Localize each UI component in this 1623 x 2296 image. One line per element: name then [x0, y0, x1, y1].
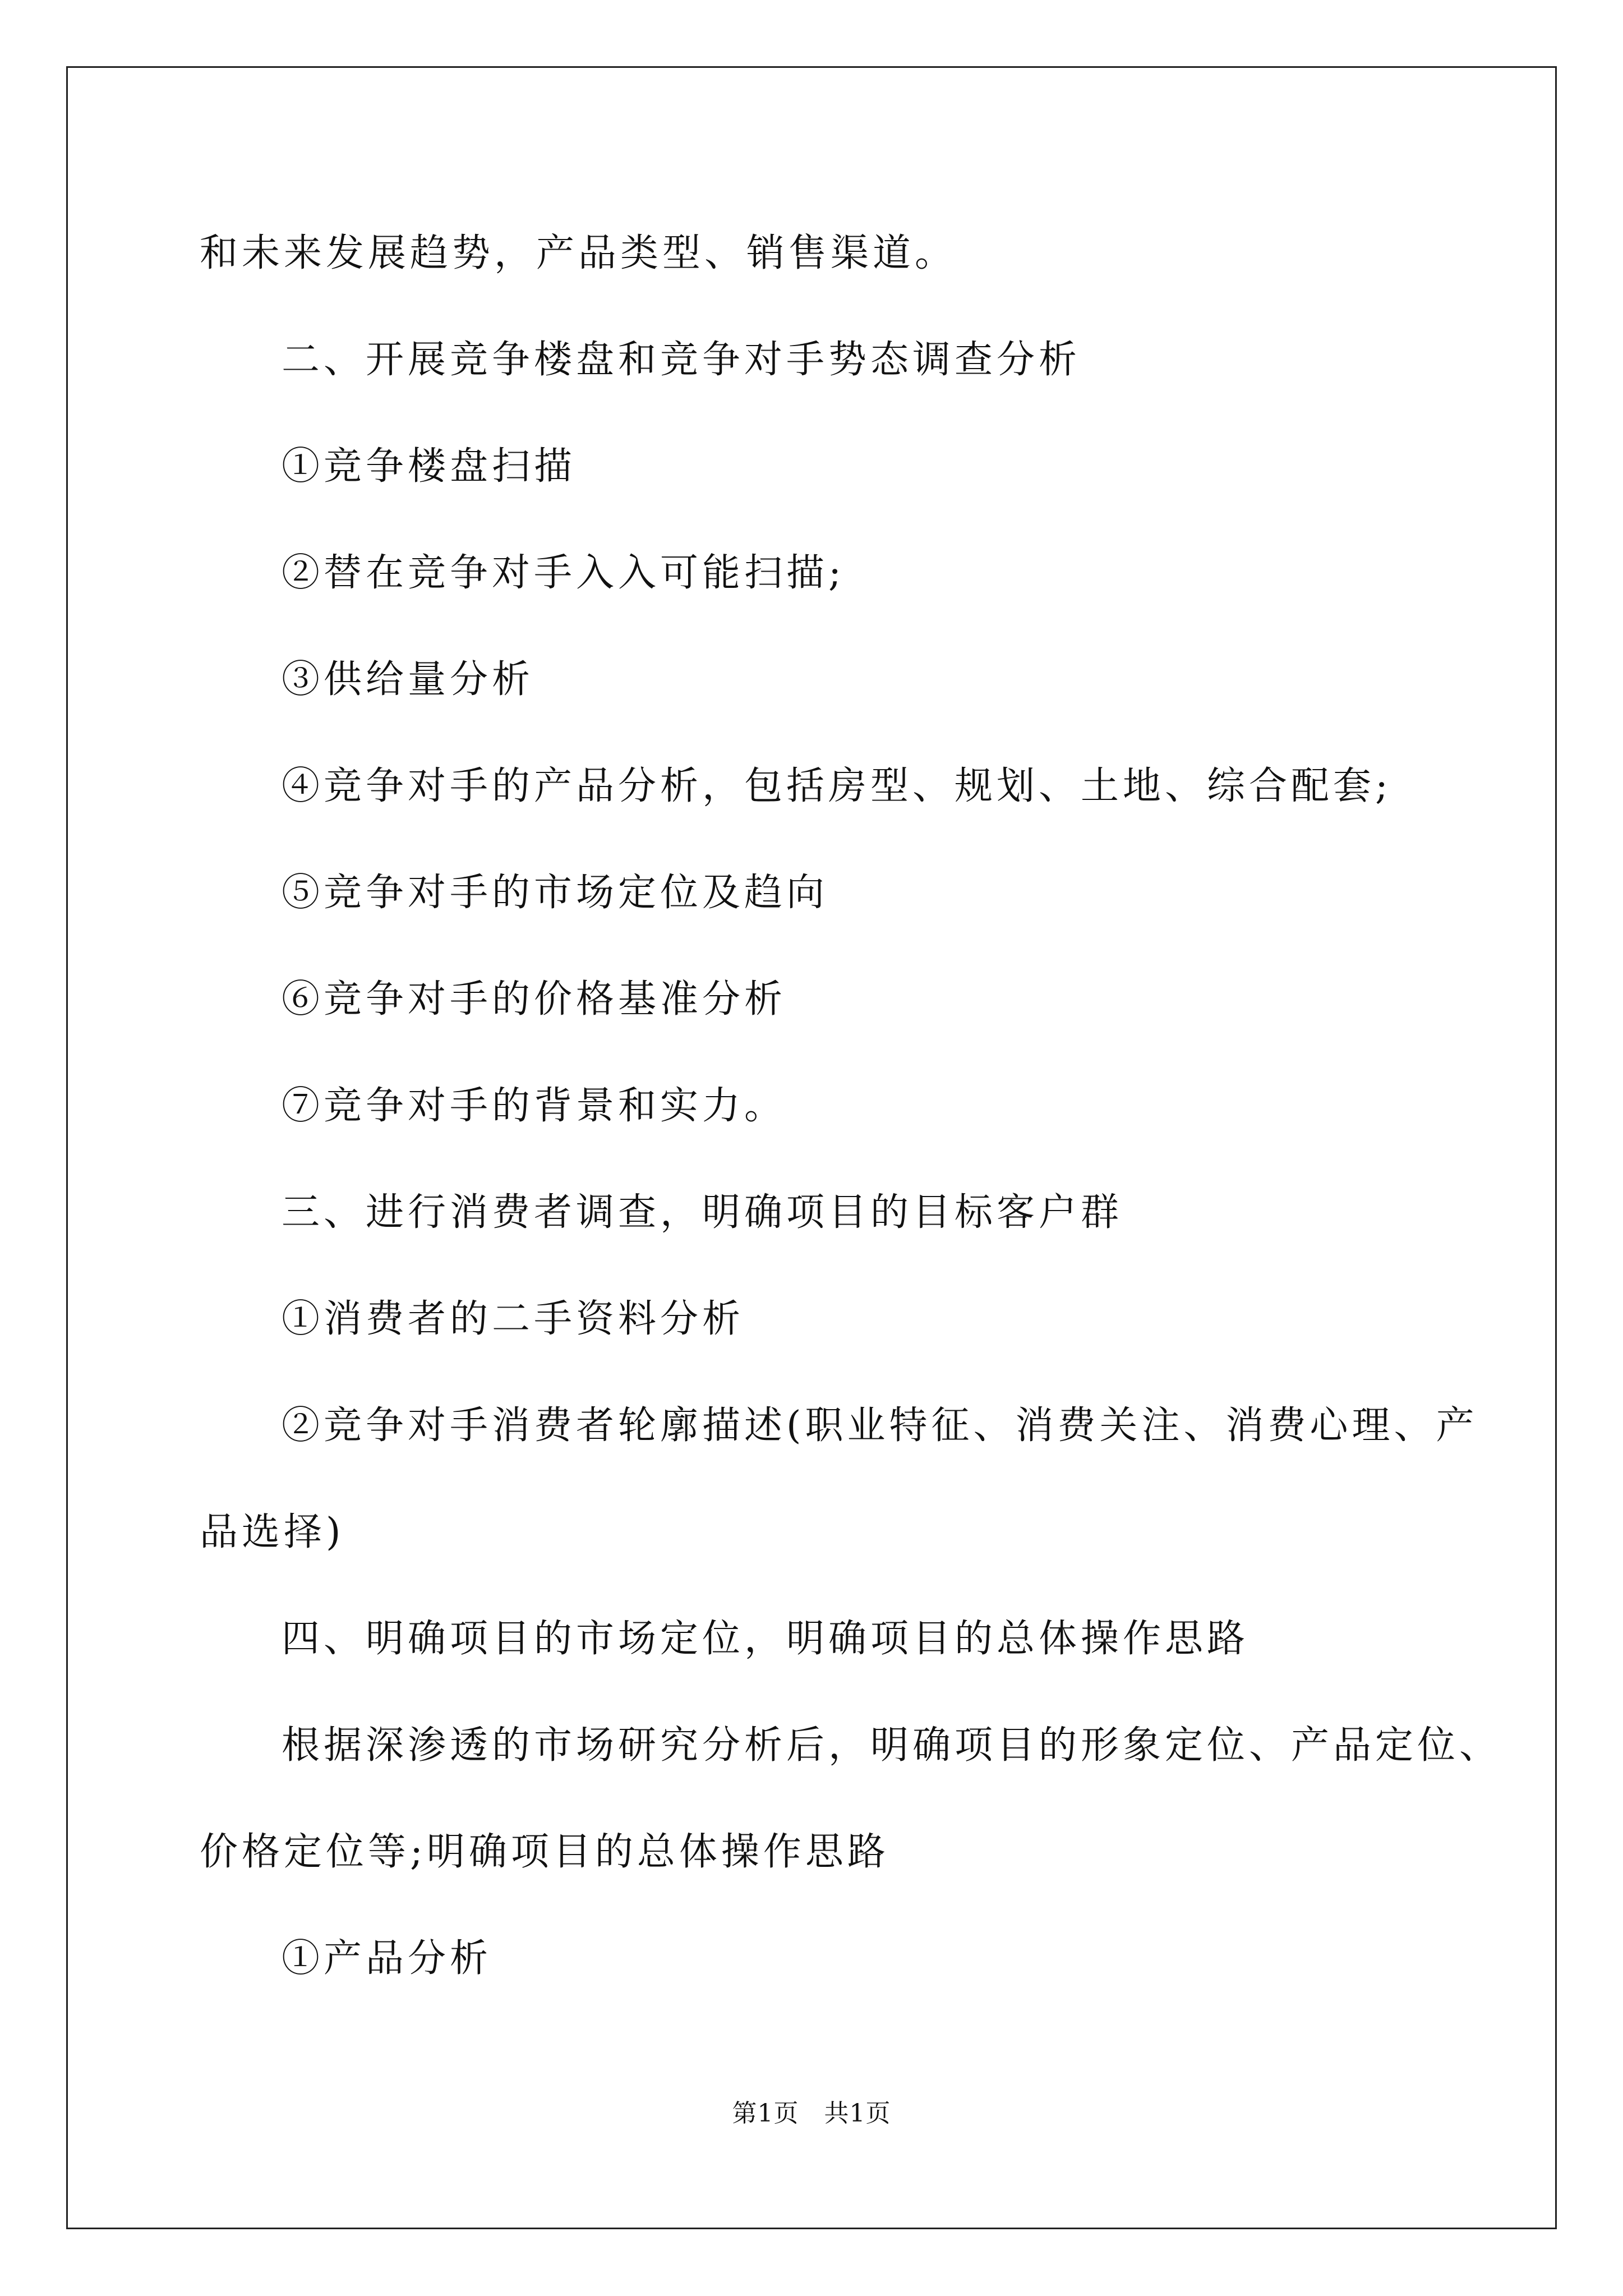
list-item: ②竞争对手消费者轮廓描述(职业特征、消费关注、消费心理、产	[282, 1404, 1478, 1448]
paragraph-line: 根据深渗透的市场研究分析后，明确项目的形象定位、产品定位、	[282, 1723, 1502, 1768]
section-heading: 四、明确项目的市场定位，明确项目的总体操作思路	[282, 1617, 1249, 1661]
page-border	[66, 66, 1557, 2229]
list-item: ①竞争楼盘扫描	[282, 444, 577, 489]
list-item: ③供给量分析	[282, 657, 534, 702]
list-item: ⑤竞争对手的市场定位及趋向	[282, 871, 829, 915]
list-item: ①消费者的二手资料分析	[282, 1297, 745, 1341]
section-heading: 三、进行消费者调查，明确项目的目标客户群	[282, 1190, 1123, 1235]
list-item: ④竞争对手的产品分析，包括房型、规划、土地、综合配套;	[282, 764, 1392, 808]
list-item-continuation: 品选择)	[200, 1510, 345, 1554]
list-item: ②替在竞争对手入入可能扫描;	[282, 551, 845, 595]
section-heading: 二、开展竞争楼盘和竞争对手势态调查分析	[282, 338, 1081, 382]
paragraph-line: 价格定位等;明确项目的总体操作思路	[200, 1830, 889, 1874]
paragraph-line: 和未来发展趋势，产品类型、销售渠道。	[200, 231, 957, 275]
list-item: ⑥竞争对手的价格基准分析	[282, 977, 787, 1022]
list-item: ⑦竞争对手的背景和实力。	[282, 1084, 787, 1128]
list-item: ①产品分析	[282, 1936, 492, 1981]
page-footer: 第1页 共1页	[732, 2099, 891, 2128]
